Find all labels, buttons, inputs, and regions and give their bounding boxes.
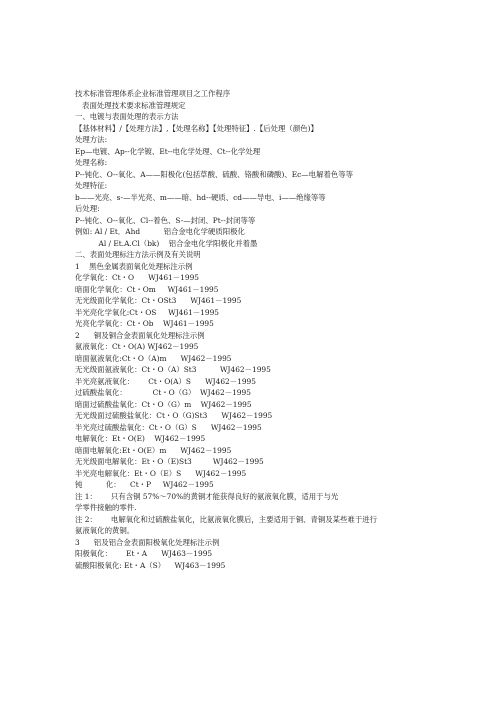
example-line: 例如: Al / Et．Ahd 铝合金电化学硬质阳极化 — [75, 227, 245, 236]
spec-line: 阳极氧化： Et・A WJ463－1995 — [75, 549, 213, 558]
spec-line: 暗面氨液氧化:Ct・O（A)m WJ462－1995 — [75, 353, 232, 363]
spec-line: 半光亮过硫酸盐氧化：Ct・O（G）S WJ462－1995 — [75, 422, 262, 432]
spec-line: 半光亮化学氧化:Ct・OS WJ461－1995 — [75, 307, 219, 317]
note-line: 注 2： 电解氧化和过硫酸盐氧化，比氨液氧化膜后，主要适用于铜、青铜及某些难于进行 — [75, 514, 377, 524]
text-line: Ep—电镀、Ap--化学镀、Et--电化学处理、Ct--化学处理 — [75, 146, 261, 156]
section-heading: 一、电镀与表面处理的表示方法 — [75, 112, 179, 121]
spec-line: 过硫酸盐氧化： Ct・O（G） WJ462－1995 — [75, 388, 251, 397]
text-line: b——光亮、s-—半光亮、m——暗、hd--硬质、cd——导电、i——绝缘等等 — [75, 192, 326, 202]
spec-line: 氨液氧化：Ct・O(A) WJ462－1995 — [75, 342, 199, 351]
spec-line: 无光级面氨液氧化：Ct・O（A）St3 WJ462－1995 — [75, 365, 271, 374]
spec-line: 无光级面化学氧化：Ct・OSt3 WJ461－1995 — [75, 296, 242, 305]
spec-line: 硫酸阳极氧化: Et・A（S） WJ463－1995 — [75, 560, 226, 570]
spec-line: 光亮化学氧化：Ct・Ob WJ461－1995 — [75, 319, 214, 328]
text-line: P--钝化、O--氧化、A——阳极化(包括草酸、硫酸、铬酸和磷酸)、Ec—电解着色等等 — [75, 169, 354, 179]
spec-line: 无光级面电解氧化：Et・O（E)St3 WJ462－1995 — [75, 457, 264, 466]
note-line: 氨液氧化的黄铜。 — [75, 526, 135, 535]
spec-line: 半光亮氨液氧化： Ct・O(A）S WJ462－1995 — [75, 376, 256, 386]
subsection-heading: 3 铝及铝合金表面阳极氧化处理标注示例 — [75, 537, 220, 547]
section-heading: 二、表面处理标注方法示例及有关说明 — [75, 250, 201, 259]
doc-subtitle: 表面处理技术要求标准管理规定 — [75, 100, 186, 110]
subsection-heading: 1 黑色金属表面氧化处理标注示例 — [75, 261, 193, 271]
spec-line: 暗面过硫酸盐氧化：Ct・O（G）m WJ462－1995 — [75, 399, 252, 409]
example-line: Al / Et.A.Cl（bk) 铝合金电化学阳极化并着墨 — [75, 238, 258, 248]
text-line: P--钝化、O--氧化、Cl--着色、S-—封闭、Pt--封闭等等 — [75, 215, 256, 225]
format-line: 【基体材料】/【处理方法】,【处理名称】【处理特征】.【后处理（颜色)】 — [75, 123, 318, 133]
document-body — [75, 88, 475, 571]
subsection-heading: 2 铜及铜合金表面氧化处理标注示例 — [75, 330, 205, 340]
spec-line: 无光级面过硫酸盐氧化：Ct・O（G)St3 WJ462－1995 — [75, 411, 273, 420]
field-label: 处理特征: — [75, 181, 108, 190]
note-line: 注 1： 只有含铜 57%～70%的黄铜才能获得良好的氨液氧化膜，适用于与光 — [75, 491, 339, 501]
spec-line: 半光亮电解氧化：Et・O（E）S WJ462－1995 — [75, 468, 247, 478]
field-label: 处理名称: — [75, 158, 108, 167]
spec-line: 暗面化学氧化：Ct・Om WJ461－1995 — [75, 284, 219, 294]
note-line: 学零件接触的零件. — [75, 503, 137, 512]
doc-title: 技术标准管理体系企业标准管理项目之工作程序 — [75, 89, 231, 98]
spec-line: 化学氧化：Ct・O WJ461－1995 — [75, 273, 199, 282]
field-label: 后处理: — [75, 204, 100, 213]
field-label: 处理方法: — [75, 135, 108, 144]
spec-line: 电解氧化：Et・O(E) WJ462－1995 — [75, 434, 206, 443]
spec-line: 钝 化： Ct・P WJ462－1995 — [75, 480, 214, 489]
spec-line: 暗面电解氧化:Et・O(E）m WJ462－1995 — [75, 445, 232, 455]
